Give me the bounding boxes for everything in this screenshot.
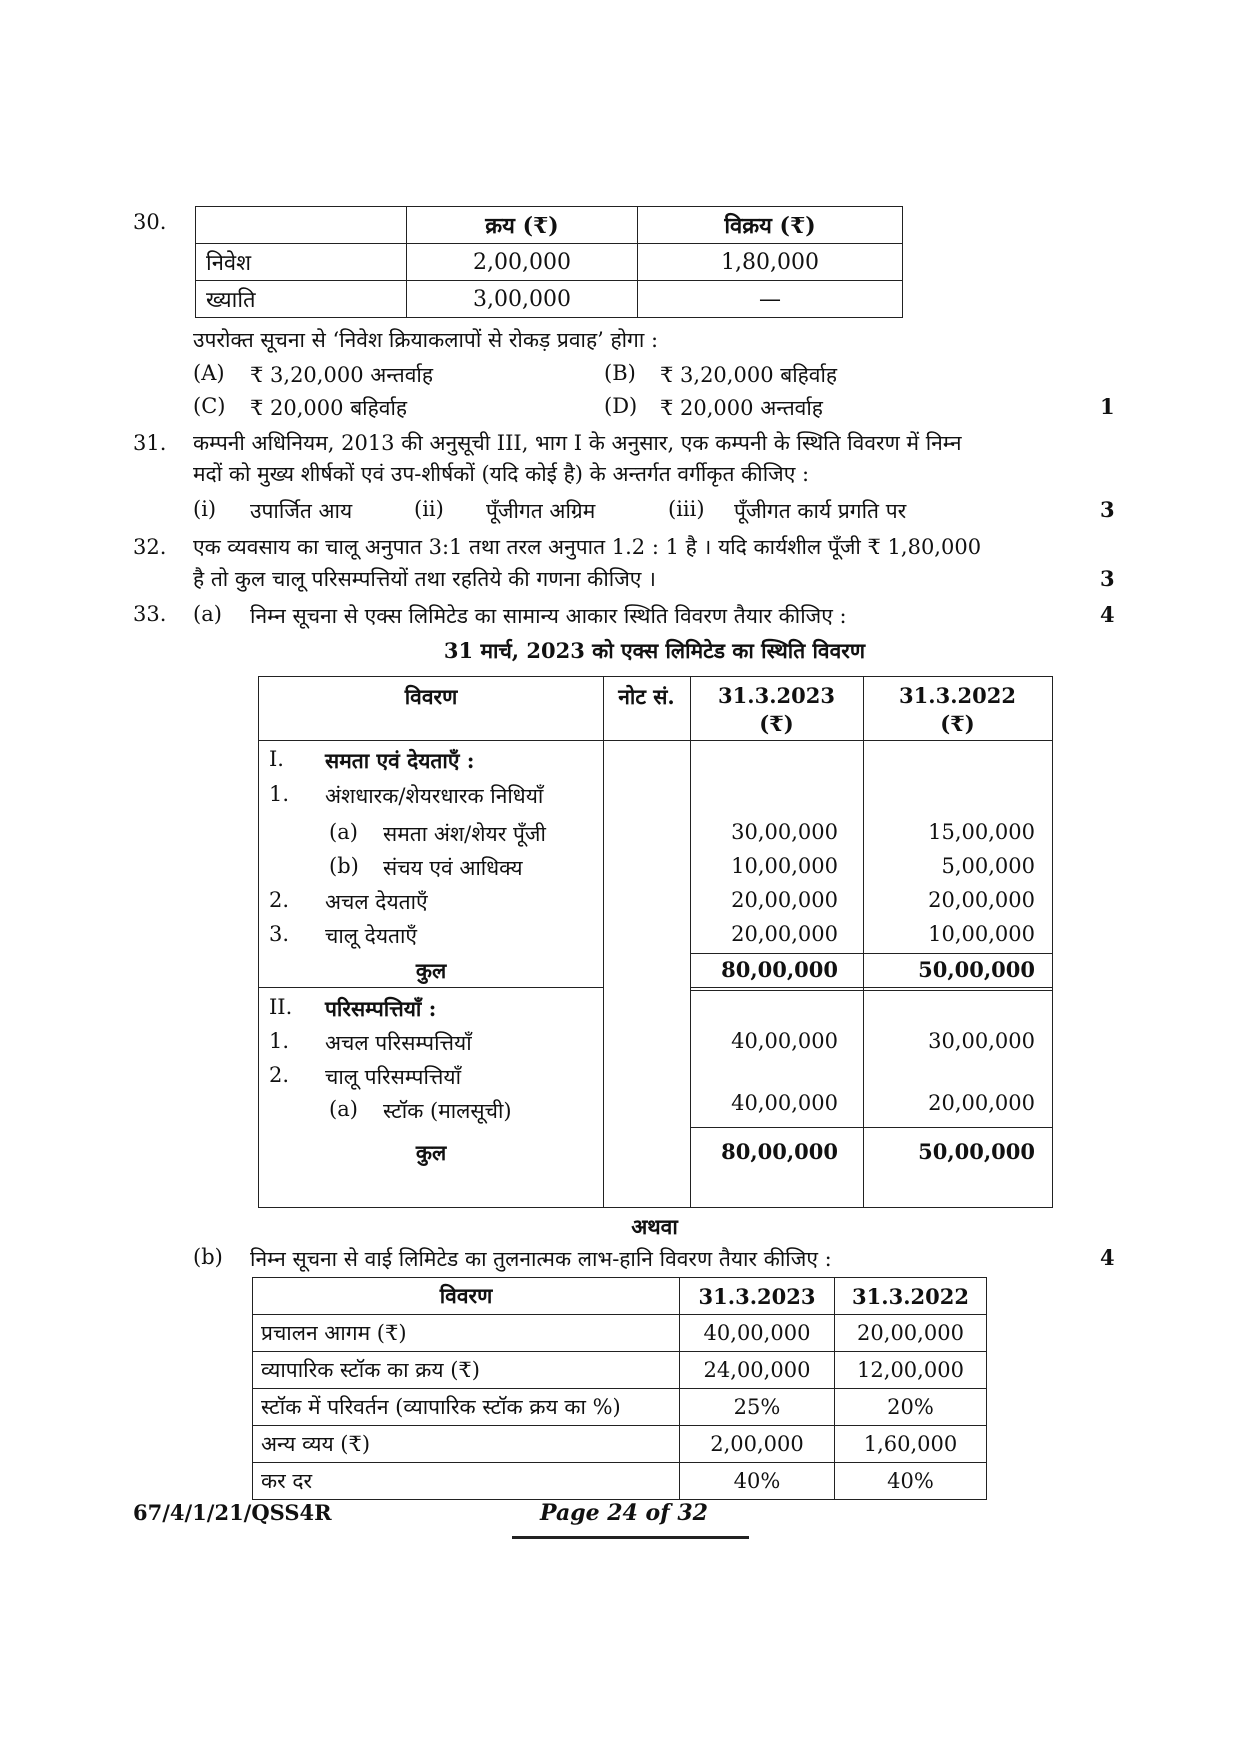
row-y2: 15,00,000 [928,820,1035,844]
table-row [253,1463,987,1500]
option-text: ₹ 20,000 बहिर्वाह [250,396,408,420]
pl-cell: अन्य व्यय (₹) [253,1426,680,1463]
q30-table [195,206,903,318]
profit-loss-table [252,1277,987,1500]
q33a-text: निम्न सूचना से एक्स लिमिटेड का सामान्य आकार स्थिति विवरण तैयार कीजिए : [250,604,847,628]
table-row [253,1278,987,1315]
q33b-text: निम्न सूचना से वाई लिमिटेड का तुलनात्मक लाभ-हानि विवरण तैयार कीजिए : [250,1247,832,1271]
row-no: 2. [269,888,290,912]
section-roman: II. [269,995,293,1019]
or-text: अथवा [631,1214,678,1239]
pl-cell: व्यापारिक स्टॉक का क्रय (₹) [253,1352,680,1389]
q33b-label: (b) [193,1245,223,1269]
pl-cell: 2,00,000 [680,1426,835,1463]
total-line [690,953,1052,954]
pl-cell: 20,00,000 [835,1315,987,1352]
q30-cell: 1,80,000 [638,244,903,281]
q30-cell: निवेश [196,244,407,281]
q30-cell: ख्याति [196,281,407,318]
q33a-marks: 4 [1100,602,1115,627]
item-text: पूँजीगत कार्य प्रगति पर [734,499,907,523]
row-y1: 20,00,000 [731,922,838,946]
row-y2: 5,00,000 [941,854,1035,878]
table-row [196,244,903,281]
header-note: नोट सं. [618,684,675,709]
table-row [196,207,903,244]
pl-cell: 20% [835,1389,987,1426]
row-y2: 20,00,000 [928,1091,1035,1115]
row-label: अचल देयताएँ [325,890,428,914]
option-label: (D) [604,394,638,418]
q30-cell: — [638,281,903,318]
q33-number: 33. [133,602,167,626]
pl-cell: 24,00,000 [680,1352,835,1389]
row-y2: 10,00,000 [928,922,1035,946]
header-y1-unit: (₹) [759,711,794,736]
header-particulars: विवरण [404,684,458,709]
q32-number: 32. [133,535,167,559]
total-y1: 80,00,000 [721,957,838,982]
row-label: चालू परिसम्पत्तियाँ [325,1065,462,1089]
q31-line2: मदों को मुख्य शीर्षकों एवं उप-शीर्षकों (यदि कोई है) के अन्तर्गत वर्गीकृत कीजिए : [193,462,810,486]
header-y2: 31.3.2022 [899,683,1016,708]
row-sub: (a) [329,1097,358,1121]
total-double-line [690,987,1052,991]
row-label: संचय एवं आधिक्य [383,856,523,880]
q31-marks: 3 [1100,497,1115,522]
row-no: 2. [269,1063,290,1087]
section-title: समता एवं देयताएँ : [325,748,475,773]
paper-code: 67/4/1/21/QSS4R [133,1500,332,1525]
pl-cell: 40% [680,1463,835,1500]
pl-cell: 25% [680,1389,835,1426]
q30-question: उपरोक्त सूचना से ‘निवेश क्रियाकलापों से रोकड़ प्रवाह’ होगा : [193,328,659,352]
row-no: 3. [269,922,290,946]
q32-line1: एक व्यवसाय का चालू अनुपात 3:1 तथा तरल अनुपात 1.2 : 1 है । यदि कार्यशील पूँजी ₹ 1,80,000 [193,535,982,559]
item-text: उपार्जित आय [250,499,353,523]
row-no: 1. [269,782,290,806]
total-y1: 80,00,000 [721,1139,838,1164]
column-divider [603,677,604,1207]
q30-number: 30. [133,210,167,234]
q30-marks: 1 [1100,394,1115,419]
option-text: ₹ 20,000 अन्तर्वाह [660,396,823,420]
q31-number: 31. [133,431,167,455]
total-label: कुल [415,1140,447,1165]
q33a-label: (a) [193,602,222,626]
balance-sheet-table [258,676,1053,1208]
option-label: (A) [193,361,225,385]
header-y2-unit: (₹) [940,711,975,736]
row-y1: 10,00,000 [731,854,838,878]
option-label: (C) [193,394,226,418]
header-y1: 31.3.2023 [718,683,835,708]
pl-cell: 12,00,000 [835,1352,987,1389]
table-row [253,1426,987,1463]
row-sub: (b) [329,854,359,878]
pl-header-cell: विवरण [253,1278,680,1315]
row-y1: 40,00,000 [731,1029,838,1053]
table-row [253,1389,987,1426]
option-text: ₹ 3,20,000 बहिर्वाह [660,363,838,387]
pl-cell: कर दर [253,1463,680,1500]
row-y1: 30,00,000 [731,820,838,844]
q30-cell: 2,00,000 [407,244,638,281]
pl-cell: स्टॉक में परिवर्तन (व्यापारिक स्टॉक क्रय का %) [253,1389,680,1426]
row-y2: 20,00,000 [928,888,1035,912]
row-label: स्टॉक (मालसूची) [383,1099,512,1123]
table-row [196,281,903,318]
item-label: (i) [193,497,217,521]
pl-cell: 40% [835,1463,987,1500]
row-y1: 40,00,000 [731,1091,838,1115]
total-label: कुल [415,958,447,983]
option-label: (B) [604,361,636,385]
pl-cell: 40,00,000 [680,1315,835,1352]
row-label: समता अंश/शेयर पूँजी [383,822,546,846]
q30-header-cell [196,207,407,244]
q30-cell: 3,00,000 [407,281,638,318]
row-label: चालू देयताएँ [325,924,418,948]
section-divider [259,987,603,988]
q33b-marks: 4 [1100,1245,1115,1270]
row-y1: 20,00,000 [731,888,838,912]
section-title: परिसम्पत्तियाँ : [325,996,437,1021]
page-number: Page 24 of 32 [540,1500,708,1526]
item-text: पूँजीगत अग्रिम [486,499,596,523]
balance-sheet-title: 31 मार्च, 2023 को एक्स लिमिटेड का स्थिति विवरण [443,638,866,663]
row-sub: (a) [329,820,358,844]
q32-line2: है तो कुल चालू परिसम्पत्तियों तथा रहतिये की गणना कीजिए । [193,567,657,591]
item-label: (ii) [414,497,444,521]
row-no: 1. [269,1029,290,1053]
total-line [690,1127,1052,1128]
q32-marks: 3 [1100,566,1115,591]
pl-header-cell: 31.3.2023 [680,1278,835,1315]
table-row [253,1352,987,1389]
pl-cell: प्रचालन आगम (₹) [253,1315,680,1352]
section-roman: I. [269,747,284,771]
row-y2: 30,00,000 [928,1029,1035,1053]
option-text: ₹ 3,20,000 अन्तर्वाह [250,363,433,387]
item-label: (iii) [668,497,705,521]
q30-header-cell: विक्रय (₹) [638,207,903,244]
q30-header-cell: क्रय (₹) [407,207,638,244]
total-y2: 50,00,000 [918,1139,1035,1164]
q31-line1: कम्पनी अधिनियम, 2013 की अनुसूची III, भाग I के अनुसार, एक कम्पनी के स्थिति विवरण में निम्न [193,431,962,455]
table-row [253,1315,987,1352]
total-y2: 50,00,000 [918,957,1035,982]
row-label: अंशधारक/शेयरधारक निधियाँ [325,784,544,808]
pl-header-cell: 31.3.2022 [835,1278,987,1315]
footer-underline [512,1536,749,1539]
row-label: अचल परिसम्पत्तियाँ [325,1031,472,1055]
pl-cell: 1,60,000 [835,1426,987,1463]
